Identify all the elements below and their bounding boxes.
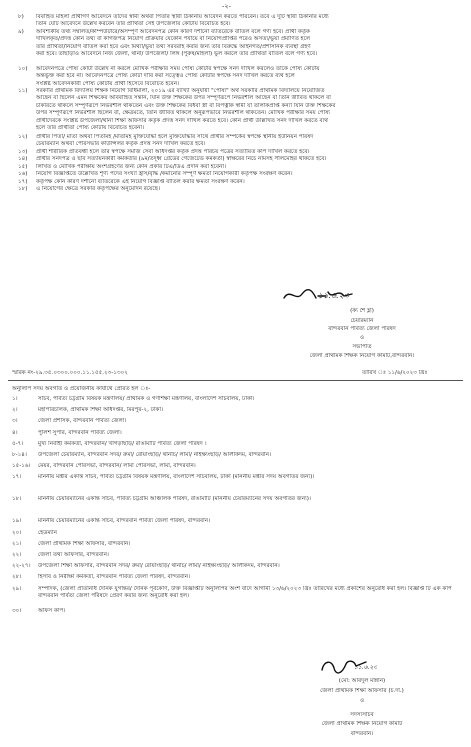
distribution-number: ১৭। (12, 474, 22, 481)
distribution-text: উপজেলা শিক্ষা অফিসার, বান্দরবান সদর/ রুমা/ রোয়াংছড়ি/ থানচি/ লামা/ নাইক্ষ্যংছড়ি/ আলীকদম, বান্দরবান। (38, 563, 280, 570)
distribution-text: মহাপরিচালক, প্রাথমিক শিক্ষা অধিদপ্তর, মিরপুর-২, ঢাকা। (38, 407, 164, 414)
condition-text: তার প্রার্থিতা/নিয়োগ বাতিল করা হবে এবং মিথ্যা/ভুয়া তথ্য সরবরাহ করার জন্য তার বিরুদ্ধে আইনগত/প্রশাসনিক ব্যবস্থা গ্রহণ (36, 43, 311, 50)
distribution-number: ২। (12, 407, 18, 414)
condition-number: ১২) (18, 134, 28, 140)
memo-number: স্মারক নং-২৯.৩৫.০৩০০.০০০.১১.১৫৫.২৩-১৩০২ (12, 370, 128, 376)
distribution-number: ২৮। (12, 574, 22, 581)
distribution-text: অফিস কপি। (38, 607, 66, 614)
page-number: -২- (222, 3, 231, 10)
condition-text: প্রার্থী শারীরিক প্রতিবন্ধী হলে তার স্বপক্ষে সমাজ সেবা অধিদপ্তর কর্তৃক প্রদত্ত পরিচয় পত্রের সত্যায়িত কপি দাখিল করতে হবে। (36, 149, 310, 155)
condition-number: ৯) (18, 29, 24, 35)
condition-number: ১৫) (18, 164, 28, 170)
officer-title: জেলা প্রাথমিক শিক্ষা অফিসার (চ.দা.) (320, 688, 404, 694)
distribution-text: মেয়র, বান্দরবান পৌরসভা, বান্দরবান/ লামা পৌরসভা, লামা, বান্দরবান। (38, 463, 196, 470)
memo-date: তারিখ ঃ ১১/৬/২০২৩ খ্রিঃ (362, 370, 428, 376)
distribution-number: ৫-৭। (12, 440, 24, 447)
chairman-name: (ক্য শৈ হ্লা) (350, 308, 374, 314)
condition-text: হলে তার প্রার্থীতা পোষ্য কোটায় বিবেচিত হবেনা। (36, 125, 145, 131)
distribution-text: মুখ্য নির্বাহী কর্মকর্তা, বান্দরবান/ খাগড়াছড়ি/ রাঙামাটি পার্বত্য জেলা পরিষদ । (38, 440, 207, 447)
distribution-text: সচিব, পার্বত্য চট্টগ্রাম বিষয়ক মন্ত্রণালয়/ প্রাথমিক ও গণশিক্ষা মন্ত্রণালয়, বাংলাদেশ সচিবালয়, ঢাকা। (38, 396, 255, 402)
distribution-number: ২২-২৭। (12, 563, 31, 570)
condition-number: ১০) (18, 66, 28, 72)
condition-number: ১৪) (18, 156, 28, 162)
distribution-number: ২০। (12, 529, 22, 536)
condition-number: ১৭) (18, 179, 28, 185)
condition-text: বিবাহিত মহিলা প্রার্থীগণ আবেদনে তাদের স্বামী অথবা পিতার স্থায়ী ঠিকানায় আবেদন করতে পারবেন। তবে এ দুটি স্থায়ী ঠিকানার মধ্যে (36, 14, 329, 20)
distribution-number: ১৫-১৬। (12, 463, 31, 470)
distribution-text: হিসাব ও নিরীক্ষা কর্মকর্তা, বান্দরবান পার্বত্য জেলা পরিষদ, বান্দরবান। (38, 574, 191, 581)
condition-text: আবশ্যকীয় তথ্য সম্বলিত/কম্পিউটারে/অসম্পূর্ণ আবেদনপত্র কোন কারণ দর্শানো ব্যতিরেকে বাতিল বলে গণ্য হবে। প্রার্থী কর্তৃক (36, 29, 310, 35)
signature-chairman-date: ১১.৬.২৩ (318, 292, 350, 300)
condition-text: অন্তর্ভুক্ত করা হবে না। আবেদনপত্রে পোষ্য কোটা দাবি করা সত্ত্বেও পোষ্য কোটার স্বপক্ষে সনদ দাখিল করতে ব্যর্থ হলে (36, 73, 295, 80)
condition-text: প্রার্থীর পিতা/ মাতা অথবা পিতামহ /মাতামহ মুক্তিযোদ্ধা হলে মুক্তিযোদ্ধার সাথে প্রার্থীর সম্পর্কের স্বপক্ষে স্থানীয় ইউনিয়ন পরিষদ (36, 134, 314, 140)
officer-name: (মো: আবদুল মান্নান) (338, 678, 386, 684)
memo-separator (8, 380, 463, 381)
distribution-text: জেলা প্রাথমিক শিক্ষা অফিসার, বান্দরবান। (38, 540, 131, 547)
distribution-text: মাননীয় চেয়ারম্যানের একান্ত সচিব, বান্দরবান পার্বত্য জেলা পরিষদ, বান্দরবান। (38, 518, 211, 525)
condition-number: ১১) (18, 88, 28, 94)
condition-text: সরকারি প্রাথমিক বিদ্যালয় শিক্ষক নিয়োগ বিধিমালা, ২০১৯ এর ব্যাখ্যা অনুযায়ী "পোষ্য" অর্থ সরকারি প্রাথমিক বিদ্যালয়ে নিয়োজিত (36, 88, 325, 94)
chairman-org: বান্দরবান পার্বত্য জেলা পরিষদ (328, 326, 396, 332)
distribution-number: ৩। (12, 418, 18, 425)
officer-and: ও (359, 698, 365, 704)
distribution-text: সম্পাদক, (জেলা প্রতিনিধি দৈনিক যুগান্তর/ দৈনিক পূর্বকোণ, উক্ত বিজ্ঞপ্তিটি অনুলিপির অংশ বাদে আগামী ১৩/৬/২০২৩ খ্রিঃ তারিখের মধ্যে প্রকাশের অনুরোধ করা হল। বিজ্ঞপ্তি টি এক কপি বান্দরবান পার্বত্য জেলা পরিষদে প্রেরণ করার জন্য অনুরোধ করা হল। (38, 585, 452, 599)
condition-number: ১৬) (18, 171, 28, 177)
condition-text: চেয়ারম্যান অথবা পৌরসভার কাউন্সিলর কর্তৃক প্রদত্ত সনদ দাখিল করতে হবে। (36, 141, 206, 148)
distribution-number: ৮-১৪। (12, 452, 27, 458)
distribution-text: উপজেলা চেয়ারম্যান, বান্দরবান সদর/ রুমা/ রোয়াংছড়ি/ থানচি/ লামা/ নাইক্ষ্যংছড়ি/ আলীকদম, বান্দরবান। (38, 452, 271, 458)
distribution-number: ২২। (12, 552, 22, 558)
condition-text: কর্তৃপক্ষ কোন কারণ দর্শানো ব্যতিরেকে এই নিয়োগ বিজ্ঞপ্তি বাতিল করার ক্ষমতা সংরক্ষণ করেন। (36, 179, 245, 185)
distribution-text: হেডম্যান (38, 529, 58, 536)
condition-text: উপর সম্পূর্ণরূপে নির্ভরশীল ছিলেন বা, ক্ষেত্রমতে, তিনি জীবিত থাকলে অনুরূপভাবে নির্ভরশীল থাকতেন। মৌখিক পরীক্ষার সময় পোষ্য (36, 110, 330, 117)
officer-role: সদস্যসচিব (350, 712, 374, 718)
distribution-number: ১৯। (12, 518, 22, 525)
officer-place: বান্দরবান। (350, 731, 374, 737)
condition-text: দাখিলকৃত/প্রদত্ত কোন তথ্য বা কাগজপত্র নিয়োগ প্রক্রিয়ার যেকোন পর্যায়ে বা নিয়োগপ্রাপ্তির পরেও অসত্য/ভুয়া প্রমাণিত হলে (36, 36, 311, 43)
distribution-number: ২৯। (12, 585, 22, 592)
distribution-number: ৩০। (12, 607, 22, 614)
condition-text: লিখিত ও মৌখিক পরীক্ষায় অংশগ্রহণের জন্য কোন প্রকার টিএ/ডিএ প্রদান করা হবেনা। (36, 164, 227, 170)
distribution-text: জেলা তথ্য অফিসার, বান্দরবান। (38, 552, 109, 558)
signature-officer-date: ১১.৬.২৩ (354, 664, 378, 671)
condition-number: ৮) (18, 14, 24, 20)
condition-text: করা হবে। তাছাড়াও আবেদনে নিজ জেলা, থানা/ উপজেলা/ লিঙ্গ (পুরুষ/মহিলা) ভুল করলে তার প্রার্থিতা বাতিল বলে গণ্য হবে। (36, 51, 318, 58)
condition-number: ১৮) (18, 186, 28, 192)
distribution-intro: অনুলিপি সদয় অবগতি ও প্রয়োজনীয় কার্যার্থে প্রেরিত হল ঃ- (12, 386, 151, 392)
condition-text: এ নিয়োগের ক্ষেত্রে সরকার কর্তৃপক্ষের অনুমোদন রয়েছে। (36, 186, 161, 192)
distribution-number: ২১। (12, 540, 22, 547)
committee-name: জেলা প্রাথমিক শিক্ষক নিয়োগ কমিটি,বান্দরবান। (309, 353, 415, 359)
condition-text: চাকরিতে থাকলে সম্পূর্ণরূপে নির্ভরশীল থাকতেন এবং উক্ত শিক্ষকের বিধবা স্ত্রী বা বিপত্নীক স্বামী যা তালাকপ্রাপ্ত কন্যা যিনি উক্ত শিক্ষকের (36, 102, 336, 109)
condition-text: সংশ্লিষ্ট আবেদনকারী পোষ্য কোটায় প্রার্থী হিসেবে বিবেচিত হবেন। (36, 80, 180, 87)
distribution-number: ১। (12, 396, 18, 402)
condition-text: আবেদনপত্রে পোষ্য কোটা উল্লেখ না করলে মৌখিক পরীক্ষার সময় পোষ্য কোটার স্বপক্ষে সনদ দাখিল করলেও তাকে পোষ্য কোটায় (36, 66, 320, 72)
chairman-and: ও (359, 335, 365, 341)
officer-committee: জেলা প্রাথমিক শিক্ষক নিয়োগ কমিটি (321, 721, 403, 727)
chairman-title: চেয়ারম্যান (350, 318, 374, 324)
distribution-number: ৪। (12, 429, 18, 436)
condition-text: নিয়োগ বিজ্ঞপ্তিতে উল্লেখিত শূণ্য পদের সংখ্যা হ্রাস/বৃদ্ধি /কমানোর সম্পূর্ণ ক্ষমতা নিয়োগকারী কর্তৃপক্ষ সংরক্ষণ করেন। (36, 171, 293, 177)
distribution-number: ১৮। (12, 496, 22, 503)
condition-text: প্রার্থীদেরকে সংশ্লিষ্ট উপজেলা/থানা শিক্ষা অফিসার কর্তৃক প্রদত্ত সনদ দাখিল করতে হবে। কোন প্রার্থী উল্লিখিত সনদ দাখিল করতে ব্যর্থ (36, 117, 328, 124)
distribution-text: মাননীয় চেয়ারম্যানের একান্ত সচিব, পার্বত্য চট্টগ্রাম আঞ্চলিক পরিষদ, রাঙামাটি (মাননীয় চেয়ারম্যানের সদয় অবগতির জন্য)। (38, 496, 311, 503)
condition-text: প্রার্থীর সনদপত্র ও ছবি সত্যায়নকারী কর্মকর্তার (৯ম/তদূর্ধ্ব গ্রেডের গেজেটেড কর্মকর্তা) স্বাক্ষরের নিচে নামসহ সীলমোহর থাকতে হবে। (36, 156, 327, 162)
distribution-text: পুলিশ সুপার, বান্দরবান পার্বত্য জেলা। (38, 429, 122, 436)
condition-number: ১৩) (18, 149, 28, 155)
distribution-text: মাননীয় মন্ত্রীর একান্ত সচিব, পার্বত্য চট্টগ্রাম বিষয়ক মন্ত্রণালয়, বাংলাদেশ সচিবালয়, ঢাকা (মাননীয় মন্ত্রীর সদয় অবগতির জন্য)। (38, 474, 315, 481)
condition-text: আছেন বা ছিলেন এমন শিক্ষকের অবিবাহিত সন্তান, যিনি উক্ত শিক্ষকের উপর সম্পূর্ণরূপে নির্ভরশীল আছেন বা তিনি জীবিত থাকলে বা (36, 95, 331, 102)
condition-text: তিনি যেটি আবেদনে উল্লেখ করবেন তার প্রার্থিতা সেই উপজেলার কোটায় বিবেচিত হবে। (36, 21, 231, 28)
distribution-text: জেলা প্রশাসক, বান্দরবান পার্বত্য জেলা। (38, 418, 127, 425)
chairman-role: সভাপতি (352, 344, 372, 350)
